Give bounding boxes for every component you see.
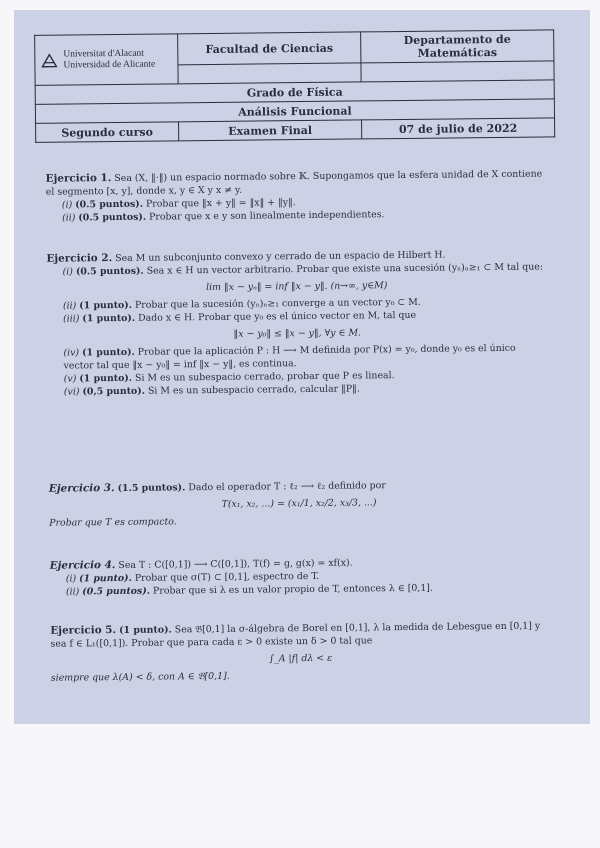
ex1-item-ii: (ii) (0.5 puntos). Probar que x e y son linealmente independientes.: [61, 209, 385, 224]
ex3-formula: T(x₁, x₂, ...) = (x₁/1, x₂/2, x₃/3, ...): [221, 497, 377, 510]
ex5-ending: siempre que λ(A) < δ, con A ∈ 𝔅[0,1].: [50, 670, 230, 684]
ex1-intro: Sea (X, ‖·‖) un espacio normado sobre 𝕂. Supongamos que la esfera unidad de X contiene el segmento [x, y], donde x, y ∈ X y x ≠ y.: [45, 168, 543, 198]
exercise-2: [46, 247, 548, 398]
course-name: Segundo curso: [36, 122, 179, 142]
ex2-item-iii: (iii) (1 punto). Dado x ∈ H. Probar que y₀ es el único vector en M, tal que: [63, 309, 417, 325]
ex4-title: Ejercicio 4.: [49, 559, 116, 572]
ex4-item-ii: (ii) (0.5 puntos). Probar que si λ es un valor propio de T, entonces λ ∈ [0,1].: [65, 582, 433, 598]
ex3-intro: Dado el operador T : ℓ₂ ⟶ ℓ₂ definido por: [188, 480, 386, 494]
exercise-1: [46, 167, 547, 224]
exam-name: Examen Final: [179, 120, 362, 141]
ex2-item-iv: (iv) (1 punto). Probar que la aplicación P : H ⟶ M definida por P(x) = y₀, donde y₀ es el único vector tal que ‖x − y₀‖ = inf ‖x − y‖, es continua.: [63, 342, 516, 372]
exercise-3: [49, 477, 549, 529]
university-name-es: Universidad de Alicante: [63, 59, 156, 71]
ex5-title: Ejercicio 5.: [50, 624, 117, 637]
ex3-statement: Probar que T es compacto.: [49, 516, 177, 529]
department-name: Departamento de Matemáticas: [361, 30, 554, 63]
ex5-points: (1 punto).: [119, 624, 172, 636]
ex2-item-vi: (vi) (0,5 punto). Si M es un subespacio cerrado, calcular ‖P‖.: [63, 383, 360, 398]
department-empty-cell: [361, 61, 554, 82]
exam-sheet: [14, 10, 590, 724]
ex2-formula-i: lim ‖x − yₙ‖ = inf ‖x − y‖. (n→∞, y∈M): [206, 280, 388, 294]
ex2-item-i: (i) (0.5 puntos). Sea x ∈ H un vector arbitrario. Probar que existe una sucesión (yₙ)ₙ≥₁ ⊂ M tal que:: [62, 261, 544, 278]
exam-paper: [34, 19, 585, 721]
subject-name: Análisis Funcional: [35, 99, 554, 123]
university-name-ca: Universitat d'Alacant: [63, 48, 144, 60]
university-logo-cell: [35, 34, 179, 85]
ex1-item-i: (i) (0.5 puntos). Probar que ‖x + y‖ = ‖x‖ + ‖y‖.: [61, 197, 296, 211]
ex2-item-v: (v) (1 punto). Si M es un subespacio cerrado, probar que P es lineal.: [63, 370, 395, 385]
ex3-points: (1.5 puntos).: [117, 482, 186, 494]
university-logo-icon: [41, 53, 57, 67]
ex4-intro: Sea T : C([0,1]) ⟶ C([0,1]), T(f) = g, g(x) = xf(x).: [118, 557, 353, 571]
ex2-formula-iii: ‖x − y₀‖ ≤ ‖x − y‖, ∀y ∈ M.: [233, 327, 362, 340]
ex1-title: Ejercicio 1.: [45, 172, 112, 185]
faculty-name: Facultad de Ciencias: [178, 32, 361, 65]
ex2-title: Ejercicio 2.: [46, 252, 113, 265]
degree-name: Grado de Física: [35, 80, 554, 104]
ex2-intro: Sea M un subconjunto convexo y cerrado de un espacio de Hilbert H.: [115, 249, 446, 265]
exercise-4: [50, 554, 550, 598]
ex4-item-i: (i) (1 punto). Probar que σ(T) ⊂ [0,1], espectro de T.: [65, 570, 320, 585]
exam-header: [34, 29, 555, 142]
faculty-empty-cell: [178, 63, 361, 84]
ex5-formula: ∫_A |f| dλ < ε: [269, 652, 333, 665]
exam-date: 07 de julio de 2022: [362, 118, 555, 139]
ex2-item-ii: (ii) (1 punto). Probar que la sucesión (yₙ)ₙ≥₁ converge a un vector y₀ ⊂ M.: [62, 296, 421, 312]
exercise-5: [50, 619, 551, 684]
ex3-title: Ejercicio 3.: [48, 482, 115, 495]
ex5-intro: Sea 𝔅[0,1] la σ-álgebra de Borel en [0,1], λ la medida de Lebesgue en [0,1] y sea f ∈ L₁([0,1]). Probar que para cada ε > 0 existe un δ > 0 tal que: [50, 620, 541, 650]
